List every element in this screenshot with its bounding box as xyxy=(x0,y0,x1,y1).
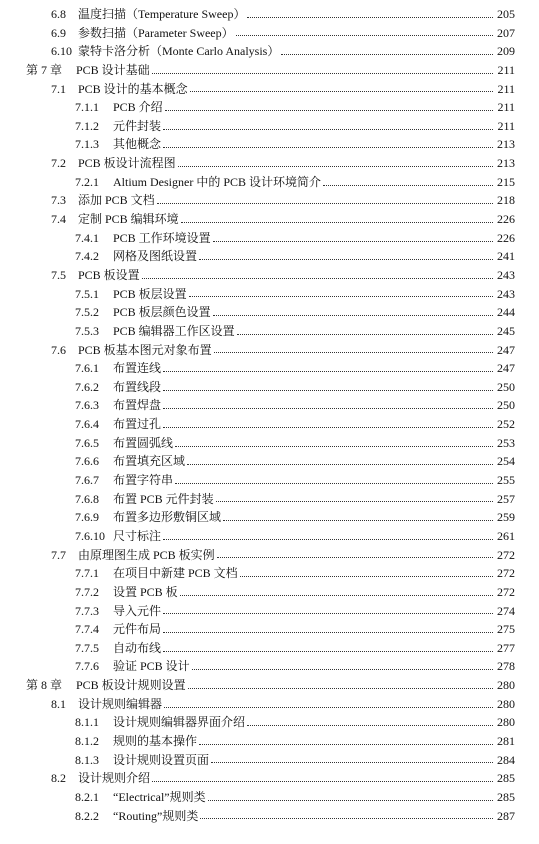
toc-entry-page: 278 xyxy=(497,659,515,674)
toc-entry-number: 7.4.1 xyxy=(75,230,99,245)
toc-entry[interactable] xyxy=(0,602,539,621)
dot-leader xyxy=(199,259,493,260)
toc-entry-number: 7.5.3 xyxy=(75,323,99,338)
toc-entry-page: 207 xyxy=(497,25,515,40)
toc-entry-title: 设计规则编辑器 xyxy=(78,696,163,711)
toc-entry-page: 287 xyxy=(497,808,515,823)
toc-entry-title: 布置 PCB 元件封装 xyxy=(113,491,214,506)
toc-entry[interactable] xyxy=(0,173,539,192)
toc-entry-title: 布置字符串 xyxy=(113,473,174,488)
toc-entry[interactable] xyxy=(0,378,539,397)
toc-entry[interactable] xyxy=(0,620,539,639)
toc-entry-page: 211 xyxy=(497,118,515,133)
dot-leader xyxy=(323,185,493,186)
toc-entry-number: 7.6.9 xyxy=(75,510,99,525)
toc-entry-title: “Routing”规则类 xyxy=(113,808,199,823)
toc-entry[interactable] xyxy=(0,117,539,136)
toc-entry-page: 285 xyxy=(497,771,515,786)
toc-entry[interactable] xyxy=(0,676,539,695)
toc-entry-title: 添加 PCB 文档 xyxy=(78,193,155,208)
toc-entry-page: 284 xyxy=(497,752,515,767)
dot-leader xyxy=(200,818,493,819)
toc-entry-title: 温度扫描（Temperature Sweep） xyxy=(78,7,246,21)
dot-leader xyxy=(192,669,493,670)
toc-entry-number: 7.2.1 xyxy=(75,174,99,189)
dot-leader xyxy=(214,352,493,353)
dot-leader xyxy=(163,632,493,633)
toc-entry-page: 209 xyxy=(497,44,515,59)
toc-entry-page: 211 xyxy=(497,81,515,96)
dot-leader xyxy=(157,203,493,204)
toc-entry-title: 参数扫描（Parameter Sweep） xyxy=(78,25,234,40)
dot-leader xyxy=(223,520,493,521)
toc-entry-number: 7.6.2 xyxy=(75,379,99,394)
toc-entry-number: 7.4 xyxy=(51,212,66,227)
toc-entry-page: 245 xyxy=(497,323,515,338)
toc-entry-number: 7.6.6 xyxy=(75,454,99,469)
toc-entry-title: 布置圆弧线 xyxy=(113,435,174,450)
toc-entry-number: 7.6.1 xyxy=(75,361,99,376)
toc-entry-page: 213 xyxy=(497,156,515,171)
toc-entry-page: 226 xyxy=(497,230,515,245)
dot-leader xyxy=(175,446,493,447)
dot-leader xyxy=(247,725,493,726)
dot-leader xyxy=(240,576,493,577)
dot-leader xyxy=(188,688,493,689)
toc-entry-title: PCB 工作环境设置 xyxy=(113,230,211,245)
toc-entry-page: 226 xyxy=(497,212,515,227)
toc-entry[interactable] xyxy=(0,247,539,266)
toc-entry-title: 布置填充区域 xyxy=(113,454,186,469)
dot-leader xyxy=(208,800,493,801)
toc-entry-page: 211 xyxy=(497,100,515,115)
toc-entry-title: 布置线段 xyxy=(113,379,162,394)
dot-leader xyxy=(142,278,493,279)
toc-entry-title: PCB 板设计流程图 xyxy=(78,156,176,171)
dot-leader xyxy=(165,110,493,111)
toc-entry-number: 7.7.4 xyxy=(75,622,99,637)
toc-entry-number: 7.1.3 xyxy=(75,137,99,152)
toc-entry[interactable] xyxy=(0,695,539,714)
toc-entry-title: 规则的基本操作 xyxy=(113,733,198,748)
toc-entry-title: 元件封装 xyxy=(113,118,162,133)
toc-entry-number: 6.9 xyxy=(51,25,66,40)
toc-entry-page: 272 xyxy=(497,566,515,581)
toc-entry-number: 8.1.2 xyxy=(75,733,99,748)
toc-entry-title: PCB 板设置 xyxy=(78,267,140,282)
toc-entry-number: 7.3 xyxy=(51,193,66,208)
toc-entry-page: 272 xyxy=(497,584,515,599)
toc-entry-page: 280 xyxy=(497,678,515,693)
toc-entry[interactable] xyxy=(0,732,539,751)
toc-entry[interactable] xyxy=(0,359,539,378)
toc-entry-page: 255 xyxy=(497,473,515,488)
toc-entry[interactable] xyxy=(0,490,539,509)
dot-leader xyxy=(163,651,493,652)
toc-entry[interactable] xyxy=(0,564,539,583)
dot-leader xyxy=(163,427,493,428)
toc-entry[interactable] xyxy=(0,61,539,80)
toc-entry[interactable] xyxy=(0,42,539,61)
toc-entry-number: 第 8 章 xyxy=(26,678,63,693)
dot-leader xyxy=(178,166,493,167)
toc-entry-title: PCB 设计的基本概念 xyxy=(78,81,188,96)
toc-entry-number: 8.1.1 xyxy=(75,715,99,730)
toc-entry[interactable] xyxy=(0,751,539,770)
toc-entry-title: 设计规则设置页面 xyxy=(113,752,210,767)
toc-entry-number: 7.6.7 xyxy=(75,473,99,488)
toc-entry-page: 259 xyxy=(497,510,515,525)
toc-entry[interactable] xyxy=(0,135,539,154)
toc-entry-number: 7.1.2 xyxy=(75,118,99,133)
toc-entry[interactable] xyxy=(0,527,539,546)
toc-entry[interactable] xyxy=(0,24,539,43)
toc-entry[interactable] xyxy=(0,210,539,229)
toc-entry-title: 验证 PCB 设计 xyxy=(113,659,190,674)
toc-entry-title: Altium Designer 中的 PCB 设计环境简介 xyxy=(113,174,322,189)
toc-entry-page: 244 xyxy=(497,305,515,320)
toc-entry[interactable] xyxy=(0,788,539,807)
toc-entry[interactable] xyxy=(0,154,539,173)
toc-entry-title: “Electrical”规则类 xyxy=(113,789,206,804)
toc-entry-title: PCB 板设计规则设置 xyxy=(76,678,186,693)
dot-leader xyxy=(281,54,493,55)
dot-leader xyxy=(216,501,493,502)
toc-entry-number: 7.6 xyxy=(51,342,66,357)
toc-entry-page: 205 xyxy=(497,7,515,21)
toc-entry-number: 7.7.6 xyxy=(75,659,99,674)
toc-entry-page: 285 xyxy=(497,789,515,804)
toc-entry-page: 252 xyxy=(497,417,515,432)
dot-leader xyxy=(213,315,493,316)
toc-entry[interactable] xyxy=(0,452,539,471)
toc-entry-title: 设置 PCB 板 xyxy=(113,584,178,599)
toc-entry-number: 7.7.2 xyxy=(75,584,99,599)
toc-entry[interactable] xyxy=(0,546,539,565)
toc-entry-title: 自动布线 xyxy=(113,640,162,655)
toc-entry[interactable] xyxy=(0,471,539,490)
toc-entry-page: 241 xyxy=(497,249,515,264)
toc-entry-page: 257 xyxy=(497,491,515,506)
toc-entry[interactable] xyxy=(0,266,539,285)
toc-entry-page: 254 xyxy=(497,454,515,469)
dot-leader xyxy=(163,613,493,614)
dot-leader xyxy=(189,296,493,297)
toc-entry-number: 第 7 章 xyxy=(26,62,63,77)
toc-entry-number: 7.1.1 xyxy=(75,100,99,115)
toc-entry-page: 280 xyxy=(497,715,515,730)
toc-entry[interactable] xyxy=(0,415,539,434)
toc-entry[interactable] xyxy=(0,807,539,826)
toc-entry[interactable] xyxy=(0,229,539,248)
toc-entry-title: PCB 板层设置 xyxy=(113,286,187,301)
dot-leader xyxy=(175,483,493,484)
toc-entry[interactable] xyxy=(0,285,539,304)
toc-entry-page: 250 xyxy=(497,398,515,413)
toc-entry-number: 7.6.3 xyxy=(75,398,99,413)
toc-entry-title: 设计规则编辑器界面介绍 xyxy=(113,715,246,730)
toc-entry-page: 274 xyxy=(497,603,515,618)
dot-leader xyxy=(163,371,493,372)
toc-entry[interactable] xyxy=(0,713,539,732)
toc-entry-number: 6.8 xyxy=(51,7,66,21)
toc-entry-title: 布置多边形敷铜区域 xyxy=(113,510,222,525)
toc-entry[interactable] xyxy=(0,639,539,658)
toc-entry-number: 6.10 xyxy=(51,44,72,59)
toc-entry-title: 布置连线 xyxy=(113,361,162,376)
toc-entry-title: PCB 介绍 xyxy=(113,100,163,115)
toc-entry-title: PCB 板层颜色设置 xyxy=(113,305,211,320)
toc-entry-number: 7.5.2 xyxy=(75,305,99,320)
toc-entry-title: 导入元件 xyxy=(113,603,162,618)
toc-entry-title: PCB 设计基础 xyxy=(76,62,150,77)
toc-entry[interactable] xyxy=(0,657,539,676)
dot-leader xyxy=(217,557,493,558)
toc-entry-number: 7.7.3 xyxy=(75,603,99,618)
toc-entry[interactable] xyxy=(0,80,539,99)
dot-leader xyxy=(199,744,493,745)
toc-entry-title: 蒙特卡洛分析（Monte Carlo Analysis） xyxy=(78,44,280,59)
dot-leader xyxy=(152,73,493,74)
toc-entry-number: 7.6.5 xyxy=(75,435,99,450)
toc-entry-title: PCB 编辑器工作区设置 xyxy=(113,323,235,338)
toc-entry-page: 277 xyxy=(497,640,515,655)
toc-entry-page: 275 xyxy=(497,622,515,637)
dot-leader xyxy=(237,334,493,335)
dot-leader xyxy=(163,539,493,540)
dot-leader xyxy=(163,147,493,148)
toc-entry-page: 281 xyxy=(497,733,515,748)
dot-leader xyxy=(211,762,493,763)
dot-leader xyxy=(163,129,493,130)
dot-leader xyxy=(180,595,493,596)
toc-entry-title: 布置焊盘 xyxy=(113,398,162,413)
toc-entry-number: 8.2 xyxy=(51,771,66,786)
toc-entry-number: 7.6.10 xyxy=(75,528,105,543)
toc-entry-number: 7.7.1 xyxy=(75,566,99,581)
toc-entry[interactable] xyxy=(0,434,539,453)
toc-entry-title: 网格及图纸设置 xyxy=(113,249,198,264)
toc-entry-title: 由原理图生成 PCB 板实例 xyxy=(78,547,215,562)
toc-entry-title: 尺寸标注 xyxy=(113,528,162,543)
toc-entry-page: 211 xyxy=(497,62,515,77)
toc-entry-page: 261 xyxy=(497,528,515,543)
toc-entry-title: 布置过孔 xyxy=(113,417,162,432)
dot-leader xyxy=(236,35,493,36)
toc-entry-title: 设计规则介绍 xyxy=(78,771,151,786)
toc-entry-number: 8.1 xyxy=(51,696,66,711)
dot-leader xyxy=(152,781,493,782)
toc-entry[interactable] xyxy=(0,396,539,415)
toc-entry-page: 213 xyxy=(497,137,515,152)
dot-leader xyxy=(163,408,493,409)
toc-entry-number: 7.1 xyxy=(51,81,66,96)
toc-entry-page: 247 xyxy=(497,361,515,376)
toc-entry-page: 272 xyxy=(497,547,515,562)
toc-entry[interactable] xyxy=(0,769,539,788)
toc-entry-number: 8.2.2 xyxy=(75,808,99,823)
toc-entry[interactable] xyxy=(0,303,539,322)
toc-entry-number: 7.5 xyxy=(51,267,66,282)
toc-entry-title: 元件布局 xyxy=(113,622,162,637)
toc-entry[interactable] xyxy=(0,5,539,24)
toc-entry[interactable] xyxy=(0,583,539,602)
toc-entry-number: 7.7.5 xyxy=(75,640,99,655)
toc-entry-page: 218 xyxy=(497,193,515,208)
toc-entry-title: 其他概念 xyxy=(113,137,162,152)
toc-entry-title: 定制 PCB 编辑环境 xyxy=(78,212,179,227)
toc-entry-number: 7.7 xyxy=(51,547,66,562)
toc-entry-number: 7.2 xyxy=(51,156,66,171)
toc-entry-title: PCB 板基本图元对象布置 xyxy=(78,342,212,357)
toc-entry-number: 7.5.1 xyxy=(75,286,99,301)
toc-entry[interactable] xyxy=(0,322,539,341)
toc-entry-number: 7.6.8 xyxy=(75,491,99,506)
toc-entry[interactable] xyxy=(0,508,539,527)
toc-entry[interactable] xyxy=(0,98,539,117)
dot-leader xyxy=(164,707,493,708)
toc-entry-page: 280 xyxy=(497,696,515,711)
dot-leader xyxy=(181,222,493,223)
toc-entry-page: 253 xyxy=(497,435,515,450)
toc-entry-page: 243 xyxy=(497,267,515,282)
dot-leader xyxy=(190,91,493,92)
toc-entry-page: 215 xyxy=(497,174,515,189)
toc-entry[interactable] xyxy=(0,341,539,360)
toc-entry-page: 243 xyxy=(497,286,515,301)
dot-leader xyxy=(187,464,493,465)
toc-entry-page: 247 xyxy=(497,342,515,357)
toc-entry-number: 7.6.4 xyxy=(75,417,99,432)
toc-entry[interactable] xyxy=(0,191,539,210)
toc-entry-page: 250 xyxy=(497,379,515,394)
table-of-contents xyxy=(0,5,539,825)
dot-leader xyxy=(163,390,493,391)
toc-entry-number: 8.1.3 xyxy=(75,752,99,767)
toc-entry-number: 8.2.1 xyxy=(75,789,99,804)
toc-entry-title: 在项目中新建 PCB 文档 xyxy=(113,566,238,581)
dot-leader xyxy=(213,241,493,242)
toc-entry-number: 7.4.2 xyxy=(75,249,99,264)
dot-leader xyxy=(247,17,493,18)
